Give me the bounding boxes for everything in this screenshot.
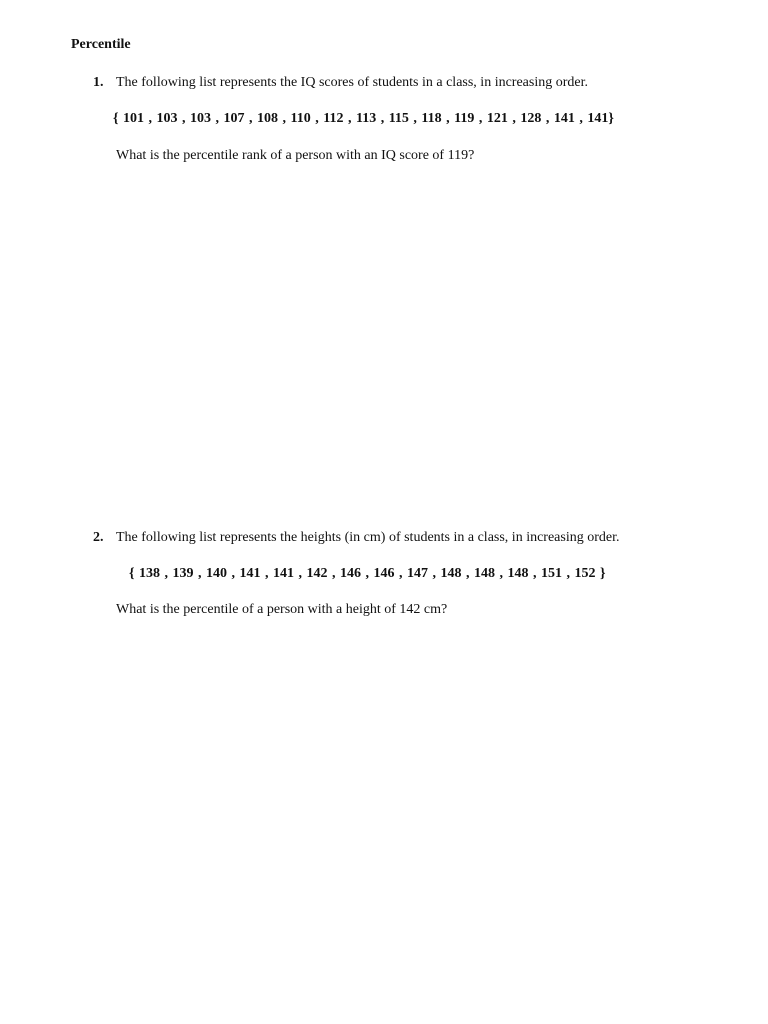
data-set: { 138 , 139 , 140 , 141 , 141 , 142 , 146 , 146 , 147 , 148 , 148 , 148 , 151 , 152 } bbox=[129, 566, 606, 581]
answer-space bbox=[71, 175, 691, 515]
question-number: 2. bbox=[93, 530, 104, 545]
answer-space bbox=[71, 630, 691, 1010]
data-set: { 101 , 103 , 103 , 107 , 108 , 110 , 112 , 113 , 115 , 118 , 119 , 121 , 128 , 141 , 141} bbox=[113, 111, 614, 126]
page-title: Percentile bbox=[71, 37, 131, 52]
question-prompt: What is the percentile rank of a person with an IQ score of 119? bbox=[116, 148, 475, 163]
question-intro: The following list represents the heights (in cm) of students in a class, in increasing order. bbox=[116, 530, 620, 545]
question-prompt: What is the percentile of a person with a height of 142 cm? bbox=[116, 602, 448, 617]
question-intro: The following list represents the IQ scores of students in a class, in increasing order. bbox=[116, 75, 588, 90]
question-number: 1. bbox=[93, 75, 104, 90]
